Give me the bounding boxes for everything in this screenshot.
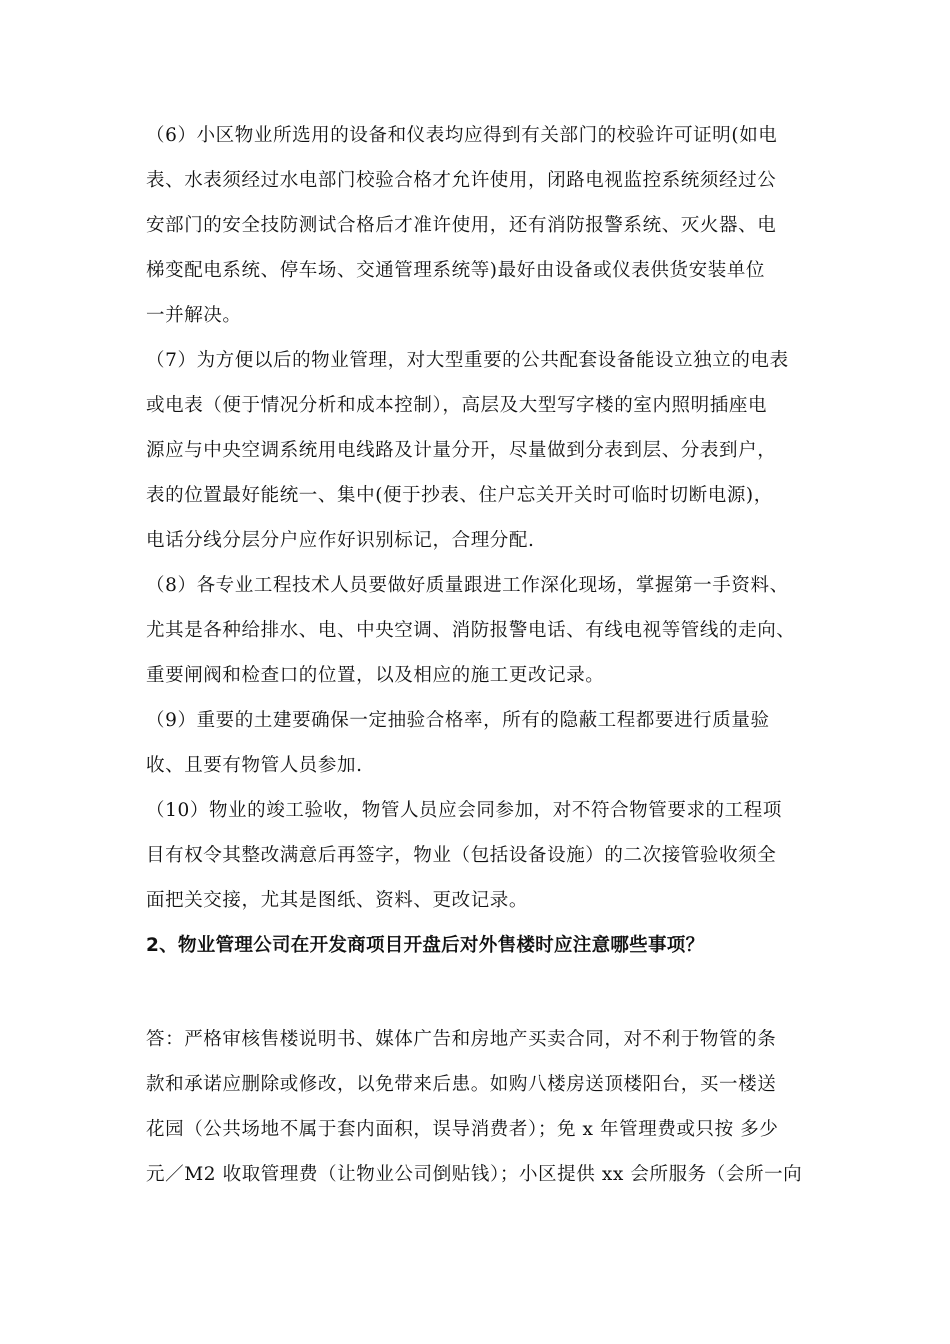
paragraph-9-line-2: 收、且要有物管人员参加. — [146, 755, 363, 776]
paragraph-10-line-3: 面把关交接，尤其是图纸、资料、更改记录。 — [146, 890, 529, 911]
paragraph-10-line-1: （10）物业的竣工验收，物管人员应会同参加，对不符合物管要求的工程项 — [146, 800, 782, 821]
answer-line-3: 花园（公共场地不属于套内面积，误导消费者）；免 x 年管理费或只按 多少 — [146, 1119, 779, 1140]
answer-line-4: 元／M2 收取管理费（让物业公司倒贴钱）；小区提供 xx 会所服务（会所一向 — [146, 1164, 803, 1185]
paragraph-8-line-3: 重要闸阀和检查口的位置，以及相应的施工更改记录。 — [146, 665, 605, 686]
answer-line-1: 答：严格审核售楼说明书、媒体广告和房地产买卖合同，对不利于物管的条 — [146, 1029, 777, 1050]
paragraph-7-line-1: （7）为方便以后的物业管理，对大型重要的公共配套设备能设立独立的电表 — [146, 350, 789, 371]
paragraph-7-line-2: 或电表（便于情况分析和成本控制），高层及大型写字楼的室内照明插座电 — [146, 395, 768, 416]
paragraph-7-line-5: 电话分线分层分户应作好识别标记，合理分配. — [146, 530, 535, 551]
paragraph-6-line-4: 梯变配电系统、停车场、交通管理系统等)最好由设备或仪表供货安装单位 — [146, 260, 766, 281]
paragraph-10-line-2: 目有权令其整改满意后再签字，物业（包括设备设施）的二次接管验收须全 — [146, 845, 777, 866]
paragraph-7-line-3: 源应与中央空调系统用电线路及计量分开，尽量做到分表到层、分表到户， — [146, 440, 777, 461]
paragraph-8-line-2: 尤其是各种给排水、电、中央空调、消防报警电话、有线电视等管线的走向、 — [146, 620, 796, 641]
answer-line-2: 款和承诺应删除或修改，以免带来后患。如购八楼房送顶楼阳台，买一楼送 — [146, 1074, 777, 1095]
paragraph-9-line-1: （9）重要的土建要确保一定抽验合格率，所有的隐蔽工程都要进行质量验 — [146, 710, 770, 731]
paragraph-6-line-5: 一并解决。 — [146, 305, 242, 326]
paragraph-7-line-4: 表的位置最好能统一、集中(便于抄表、住户忘关开关时可临时切断电源)， — [146, 485, 773, 506]
paragraph-6-line-2: 表、水表须经过水电部门校验合格才允许使用，闭路电视监控系统须经过公 — [146, 170, 777, 191]
paragraph-8-line-1: （8）各专业工程技术人员要做好质量跟进工作深化现场，掌握第一手资料、 — [146, 575, 789, 596]
section-heading: 2、物业管理公司在开发商项目开盘后对外售楼时应注意哪些事项？ — [146, 935, 705, 956]
paragraph-6-line-3: 安部门的安全技防测试合格后才准许使用，还有消防报警系统、灭火器、电 — [146, 215, 777, 236]
paragraph-6-line-1: （6）小区物业所选用的设备和仪表均应得到有关部门的校验许可证明(如电 — [146, 125, 778, 146]
